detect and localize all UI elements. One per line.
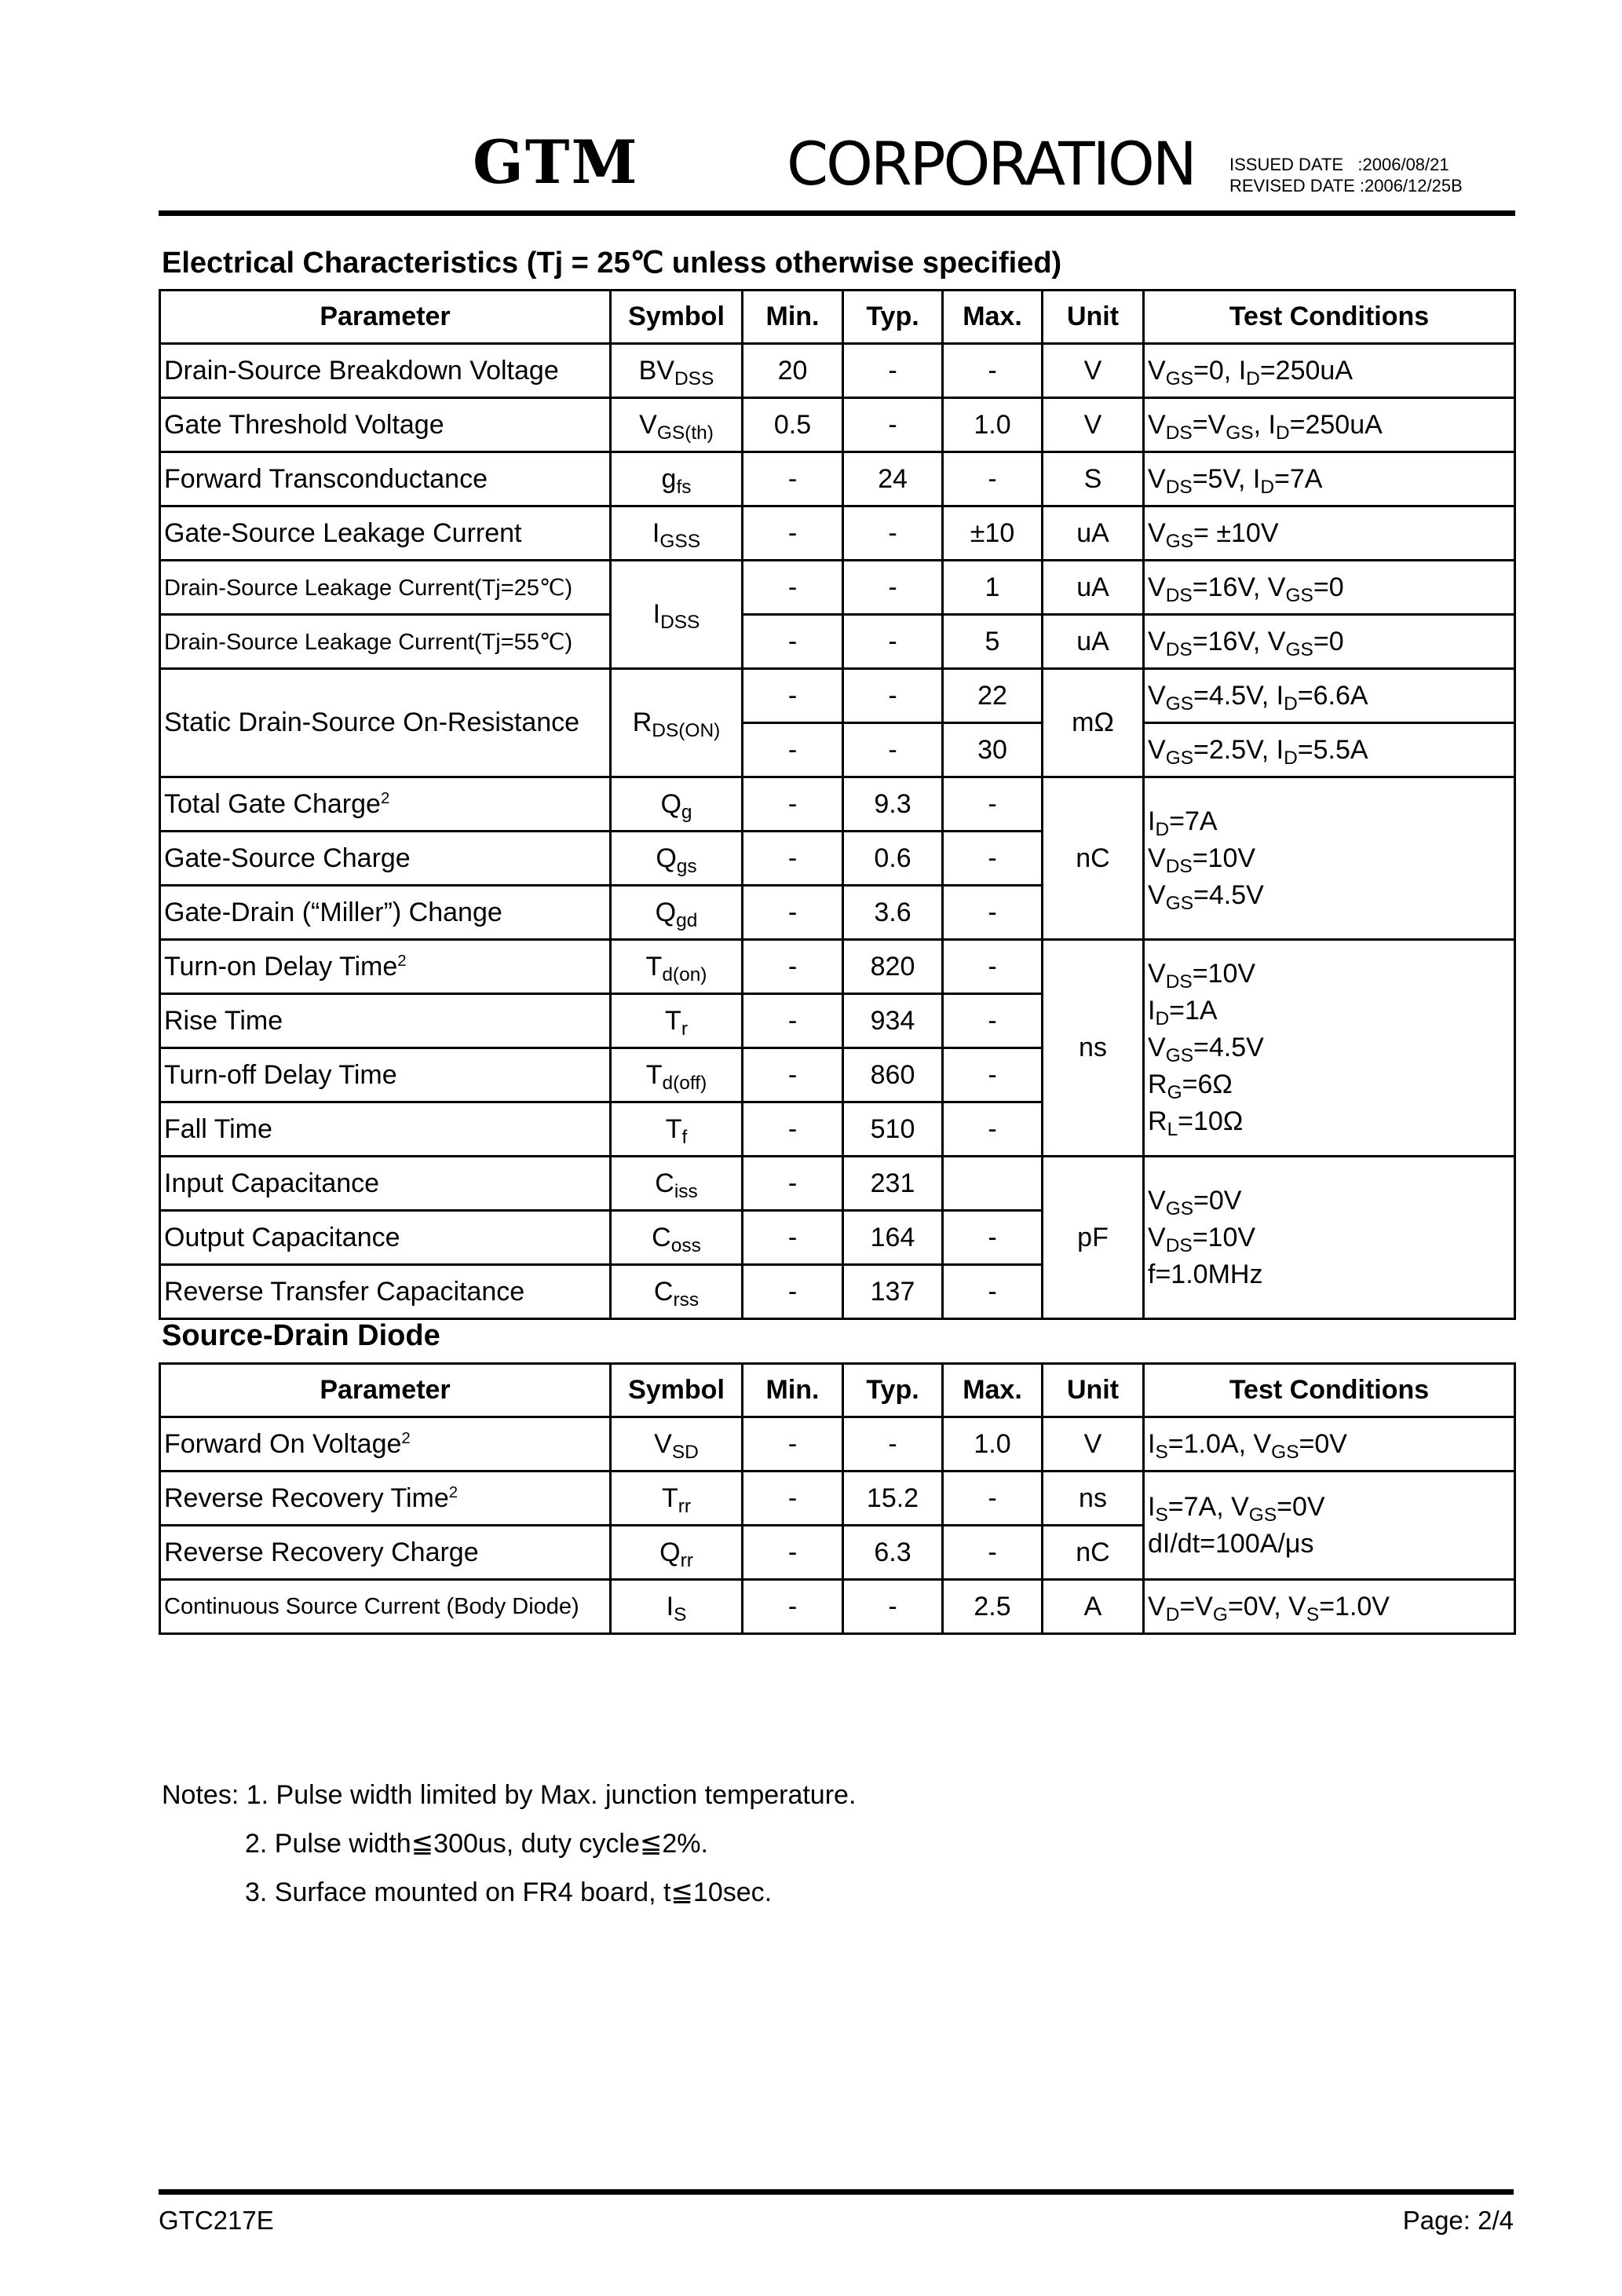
- cell-typ: 231: [843, 1157, 943, 1211]
- cell-parameter: Fall Time: [160, 1102, 611, 1157]
- cell-typ: 0.6: [843, 832, 943, 886]
- cell-min: -: [743, 1580, 843, 1634]
- cell-min: -: [743, 723, 843, 777]
- header-min: Min.: [743, 1364, 843, 1417]
- cell-symbol: $C_{oss}$: [611, 1211, 743, 1265]
- cell-min: 20: [743, 344, 843, 398]
- cell-parameter: Input Capacitance: [160, 1157, 611, 1211]
- note-3: 3. Surface mounted on FR4 board, t≦10sec.: [245, 1877, 773, 1907]
- header-unit: Unit: [1043, 1364, 1144, 1417]
- page-number: Page: 2/4: [1402, 2206, 1514, 2235]
- table-row: [160, 1417, 1515, 1472]
- cell-symbol: $BV_{DSS}$: [611, 344, 743, 398]
- cell-symbol: $V_{GS(th)}$: [611, 398, 743, 452]
- cell-min: -: [743, 1472, 843, 1526]
- issued-date-value: :2006/08/21: [1357, 155, 1449, 174]
- cell-symbol: $I_{GSS}$: [611, 506, 743, 561]
- page-footer: [159, 2189, 1514, 2236]
- cell-max: [943, 1157, 1043, 1211]
- cell-max: -: [943, 832, 1043, 886]
- cell-unit: uA: [1043, 561, 1144, 615]
- cell-typ: -: [843, 344, 943, 398]
- cell-unit: S: [1043, 452, 1144, 506]
- cell-unit: nC: [1043, 1526, 1144, 1580]
- cell-symbol: $T_{d(on)}$: [611, 940, 743, 994]
- table-row: [160, 452, 1515, 506]
- cell-max: -: [943, 1265, 1043, 1319]
- cell-parameter: Gate-Source Charge: [160, 832, 611, 886]
- table-row: [160, 669, 1515, 723]
- cell-max: -: [943, 1048, 1043, 1102]
- cell-unit: pF: [1043, 1157, 1144, 1319]
- cell-min: -: [743, 506, 843, 561]
- cell-min: -: [743, 1102, 843, 1157]
- cell-parameter: Gate-Source Leakage Current: [160, 506, 611, 561]
- header-typ: Typ.: [843, 291, 943, 344]
- cell-max: 5: [943, 615, 1043, 669]
- cell-parameter: Turn-off Delay Time: [160, 1048, 611, 1102]
- cell-parameter: Gate Threshold Voltage: [160, 398, 611, 452]
- cell-test-conditions: $I_D=7A$ $V_{DS}=10V$ $V_{GS}=4.5V$: [1144, 777, 1515, 940]
- cell-max: -: [943, 1472, 1043, 1526]
- cell-min: -: [743, 1417, 843, 1472]
- cell-unit: V: [1043, 1417, 1144, 1472]
- cell-typ: 15.2: [843, 1472, 943, 1526]
- cell-typ: -: [843, 1580, 943, 1634]
- cell-test-conditions: $V_{GS}=4.5V$, $I_D=6.6A$: [1144, 669, 1515, 723]
- cell-min: -: [743, 669, 843, 723]
- cell-min: -: [743, 1526, 843, 1580]
- cell-min: -: [743, 940, 843, 994]
- note-1: Notes: 1. Pulse width limited by Max. junction temperature.: [162, 1780, 857, 1810]
- cell-symbol: $T_r$: [611, 994, 743, 1048]
- table-row: [160, 615, 1515, 669]
- cell-test-conditions: $V_D=V_G=0V$, $V_S=1.0V$: [1144, 1580, 1515, 1634]
- cell-parameter: Rise Time: [160, 994, 611, 1048]
- cell-parameter: Total Gate Charge$^2$: [160, 777, 611, 832]
- notes: [162, 1771, 856, 1917]
- cell-parameter: Static Drain-Source On-Resistance: [160, 669, 611, 777]
- cell-typ: 6.3: [843, 1526, 943, 1580]
- cell-typ: -: [843, 669, 943, 723]
- source-drain-diode-title: Source-Drain Diode: [162, 1319, 440, 1352]
- cell-symbol: $R_{DS(ON)}$: [611, 669, 743, 777]
- cell-test-conditions: $V_{GS}= \pm 10V$: [1144, 506, 1515, 561]
- cell-typ: 820: [843, 940, 943, 994]
- cell-parameter: Output Capacitance: [160, 1211, 611, 1265]
- cell-typ: -: [843, 561, 943, 615]
- cell-min: -: [743, 1265, 843, 1319]
- cell-parameter: Continuous Source Current (Body Diode): [160, 1580, 611, 1634]
- cell-parameter: Turn-on Delay Time$^2$: [160, 940, 611, 994]
- cell-unit: V: [1043, 398, 1144, 452]
- cell-max: -: [943, 1526, 1043, 1580]
- cell-max: 1: [943, 561, 1043, 615]
- cell-parameter: Drain-Source Leakage Current(Tj=25℃): [160, 561, 611, 615]
- cell-symbol: $T_{d(off)}$: [611, 1048, 743, 1102]
- cell-min: -: [743, 994, 843, 1048]
- cell-test-conditions: $V_{DS}=5V$, $I_D=7A$: [1144, 452, 1515, 506]
- cell-typ: -: [843, 723, 943, 777]
- note-2: 2. Pulse width≦300us, duty cycle≦2%.: [245, 1829, 708, 1859]
- part-number: GTC217E: [159, 2206, 274, 2235]
- revised-date-value: :2006/12/25B: [1359, 176, 1463, 196]
- cell-max: 1.0: [943, 398, 1043, 452]
- header-parameter: Parameter: [160, 1364, 611, 1417]
- cell-min: -: [743, 1157, 843, 1211]
- header-max: Max.: [943, 291, 1043, 344]
- issued-date-label: ISSUED DATE: [1229, 155, 1344, 174]
- cell-max: 2.5: [943, 1580, 1043, 1634]
- header-symbol: Symbol: [611, 1364, 743, 1417]
- cell-min: -: [743, 1211, 843, 1265]
- cell-parameter: Forward Transconductance: [160, 452, 611, 506]
- cell-test-conditions: $I_S=7A$, $V_{GS}=0V$ dI/dt=100A/μs: [1144, 1472, 1515, 1580]
- cell-unit: ns: [1043, 1472, 1144, 1526]
- cell-unit: mΩ: [1043, 669, 1144, 777]
- cell-symbol: $C_{iss}$: [611, 1157, 743, 1211]
- cell-typ: 510: [843, 1102, 943, 1157]
- electrical-characteristics-title: Electrical Characteristics (Tj = 25℃ unless otherwise specified): [162, 247, 1062, 280]
- cell-test-conditions: $V_{GS}=2.5V$, $I_D=5.5A$: [1144, 723, 1515, 777]
- source-drain-diode-table: [159, 1362, 1516, 1635]
- cell-min: -: [743, 886, 843, 940]
- cell-symbol: $C_{rss}$: [611, 1265, 743, 1319]
- cell-min: -: [743, 452, 843, 506]
- table-row: [160, 344, 1515, 398]
- cell-max: -: [943, 940, 1043, 994]
- table-row: [160, 940, 1515, 994]
- cell-unit: A: [1043, 1580, 1144, 1634]
- cell-symbol: $Q_{rr}$: [611, 1526, 743, 1580]
- cell-parameter: Reverse Recovery Time$^2$: [160, 1472, 611, 1526]
- table-row: [160, 1580, 1515, 1634]
- cell-unit: uA: [1043, 506, 1144, 561]
- header-max: Max.: [943, 1364, 1043, 1417]
- table-row: [160, 398, 1515, 452]
- cell-max: -: [943, 452, 1043, 506]
- cell-parameter: Reverse Transfer Capacitance: [160, 1265, 611, 1319]
- document-dates: [1229, 154, 1463, 196]
- cell-max: -: [943, 344, 1043, 398]
- header-min: Min.: [743, 291, 843, 344]
- cell-symbol: $I_S$: [611, 1580, 743, 1634]
- cell-max: -: [943, 886, 1043, 940]
- cell-min: -: [743, 615, 843, 669]
- brand-logo: GTM: [473, 127, 639, 197]
- cell-typ: 137: [843, 1265, 943, 1319]
- cell-typ: -: [843, 615, 943, 669]
- cell-test-conditions: $V_{DS}=16V$, $V_{GS}=0$: [1144, 561, 1515, 615]
- cell-symbol: $Q_{gs}$: [611, 832, 743, 886]
- header-unit: Unit: [1043, 291, 1144, 344]
- table-row: [160, 561, 1515, 615]
- cell-min: -: [743, 832, 843, 886]
- table-header-row: [160, 1364, 1515, 1417]
- cell-max: -: [943, 994, 1043, 1048]
- page-header: [159, 118, 1515, 216]
- cell-typ: 24: [843, 452, 943, 506]
- cell-symbol: $g_{fs}$: [611, 452, 743, 506]
- cell-max: -: [943, 777, 1043, 832]
- cell-max: -: [943, 1211, 1043, 1265]
- cell-parameter: Gate-Drain (“Miller”) Change: [160, 886, 611, 940]
- cell-test-conditions: $V_{DS}=16V$, $V_{GS}=0$: [1144, 615, 1515, 669]
- cell-unit: ns: [1043, 940, 1144, 1157]
- table-row: [160, 506, 1515, 561]
- cell-typ: -: [843, 1417, 943, 1472]
- header-symbol: Symbol: [611, 291, 743, 344]
- cell-min: -: [743, 561, 843, 615]
- cell-parameter: Drain-Source Leakage Current(Tj=55℃): [160, 615, 611, 669]
- cell-min: 0.5: [743, 398, 843, 452]
- table-header-row: [160, 291, 1515, 344]
- cell-typ: -: [843, 398, 943, 452]
- cell-max: 22: [943, 669, 1043, 723]
- table-row: [160, 777, 1515, 832]
- cell-max: 30: [943, 723, 1043, 777]
- cell-parameter: Drain-Source Breakdown Voltage: [160, 344, 611, 398]
- cell-min: -: [743, 777, 843, 832]
- cell-typ: 3.6: [843, 886, 943, 940]
- cell-symbol: $T_{rr}$: [611, 1472, 743, 1526]
- table-row: [160, 1472, 1515, 1526]
- cell-symbol: $Q_{gd}$: [611, 886, 743, 940]
- revised-date-label: REVISED DATE: [1229, 176, 1355, 196]
- cell-parameter: Reverse Recovery Charge: [160, 1526, 611, 1580]
- cell-symbol: $I_{DSS}$: [611, 561, 743, 669]
- header-typ: Typ.: [843, 1364, 943, 1417]
- cell-typ: 164: [843, 1211, 943, 1265]
- cell-typ: 934: [843, 994, 943, 1048]
- cell-min: -: [743, 1048, 843, 1102]
- electrical-characteristics-table: [159, 289, 1516, 1320]
- cell-test-conditions: $V_{GS}=0V$ $V_{DS}=10V$ f=1.0MHz: [1144, 1157, 1515, 1319]
- header-test-conditions: Test Conditions: [1144, 291, 1515, 344]
- header-test-conditions: Test Conditions: [1144, 1364, 1515, 1417]
- cell-max: 1.0: [943, 1417, 1043, 1472]
- table-row: [160, 1157, 1515, 1211]
- cell-unit: nC: [1043, 777, 1144, 940]
- cell-test-conditions: $V_{DS}=V_{GS}$, $I_D=250uA$: [1144, 398, 1515, 452]
- cell-unit: uA: [1043, 615, 1144, 669]
- cell-test-conditions: $V_{GS}=0$, $I_D=250uA$: [1144, 344, 1515, 398]
- cell-parameter: Forward On Voltage$^2$: [160, 1417, 611, 1472]
- cell-unit: V: [1043, 344, 1144, 398]
- cell-symbol: $T_f$: [611, 1102, 743, 1157]
- cell-symbol: $V_{SD}$: [611, 1417, 743, 1472]
- corporation-title: CORPORATION: [787, 129, 1195, 199]
- cell-max: -: [943, 1102, 1043, 1157]
- cell-test-conditions: $I_S=1.0A$, $V_{GS}=0V$: [1144, 1417, 1515, 1472]
- cell-typ: -: [843, 506, 943, 561]
- cell-test-conditions: $V_{DS}=10V$ $I_D=1A$ $V_{GS}=4.5V$ $R_G=6\Omega$ $R_L=10\Omega$: [1144, 940, 1515, 1157]
- header-parameter: Parameter: [160, 291, 611, 344]
- cell-typ: 860: [843, 1048, 943, 1102]
- cell-symbol: $Q_g$: [611, 777, 743, 832]
- cell-typ: 9.3: [843, 777, 943, 832]
- cell-max: ±10: [943, 506, 1043, 561]
